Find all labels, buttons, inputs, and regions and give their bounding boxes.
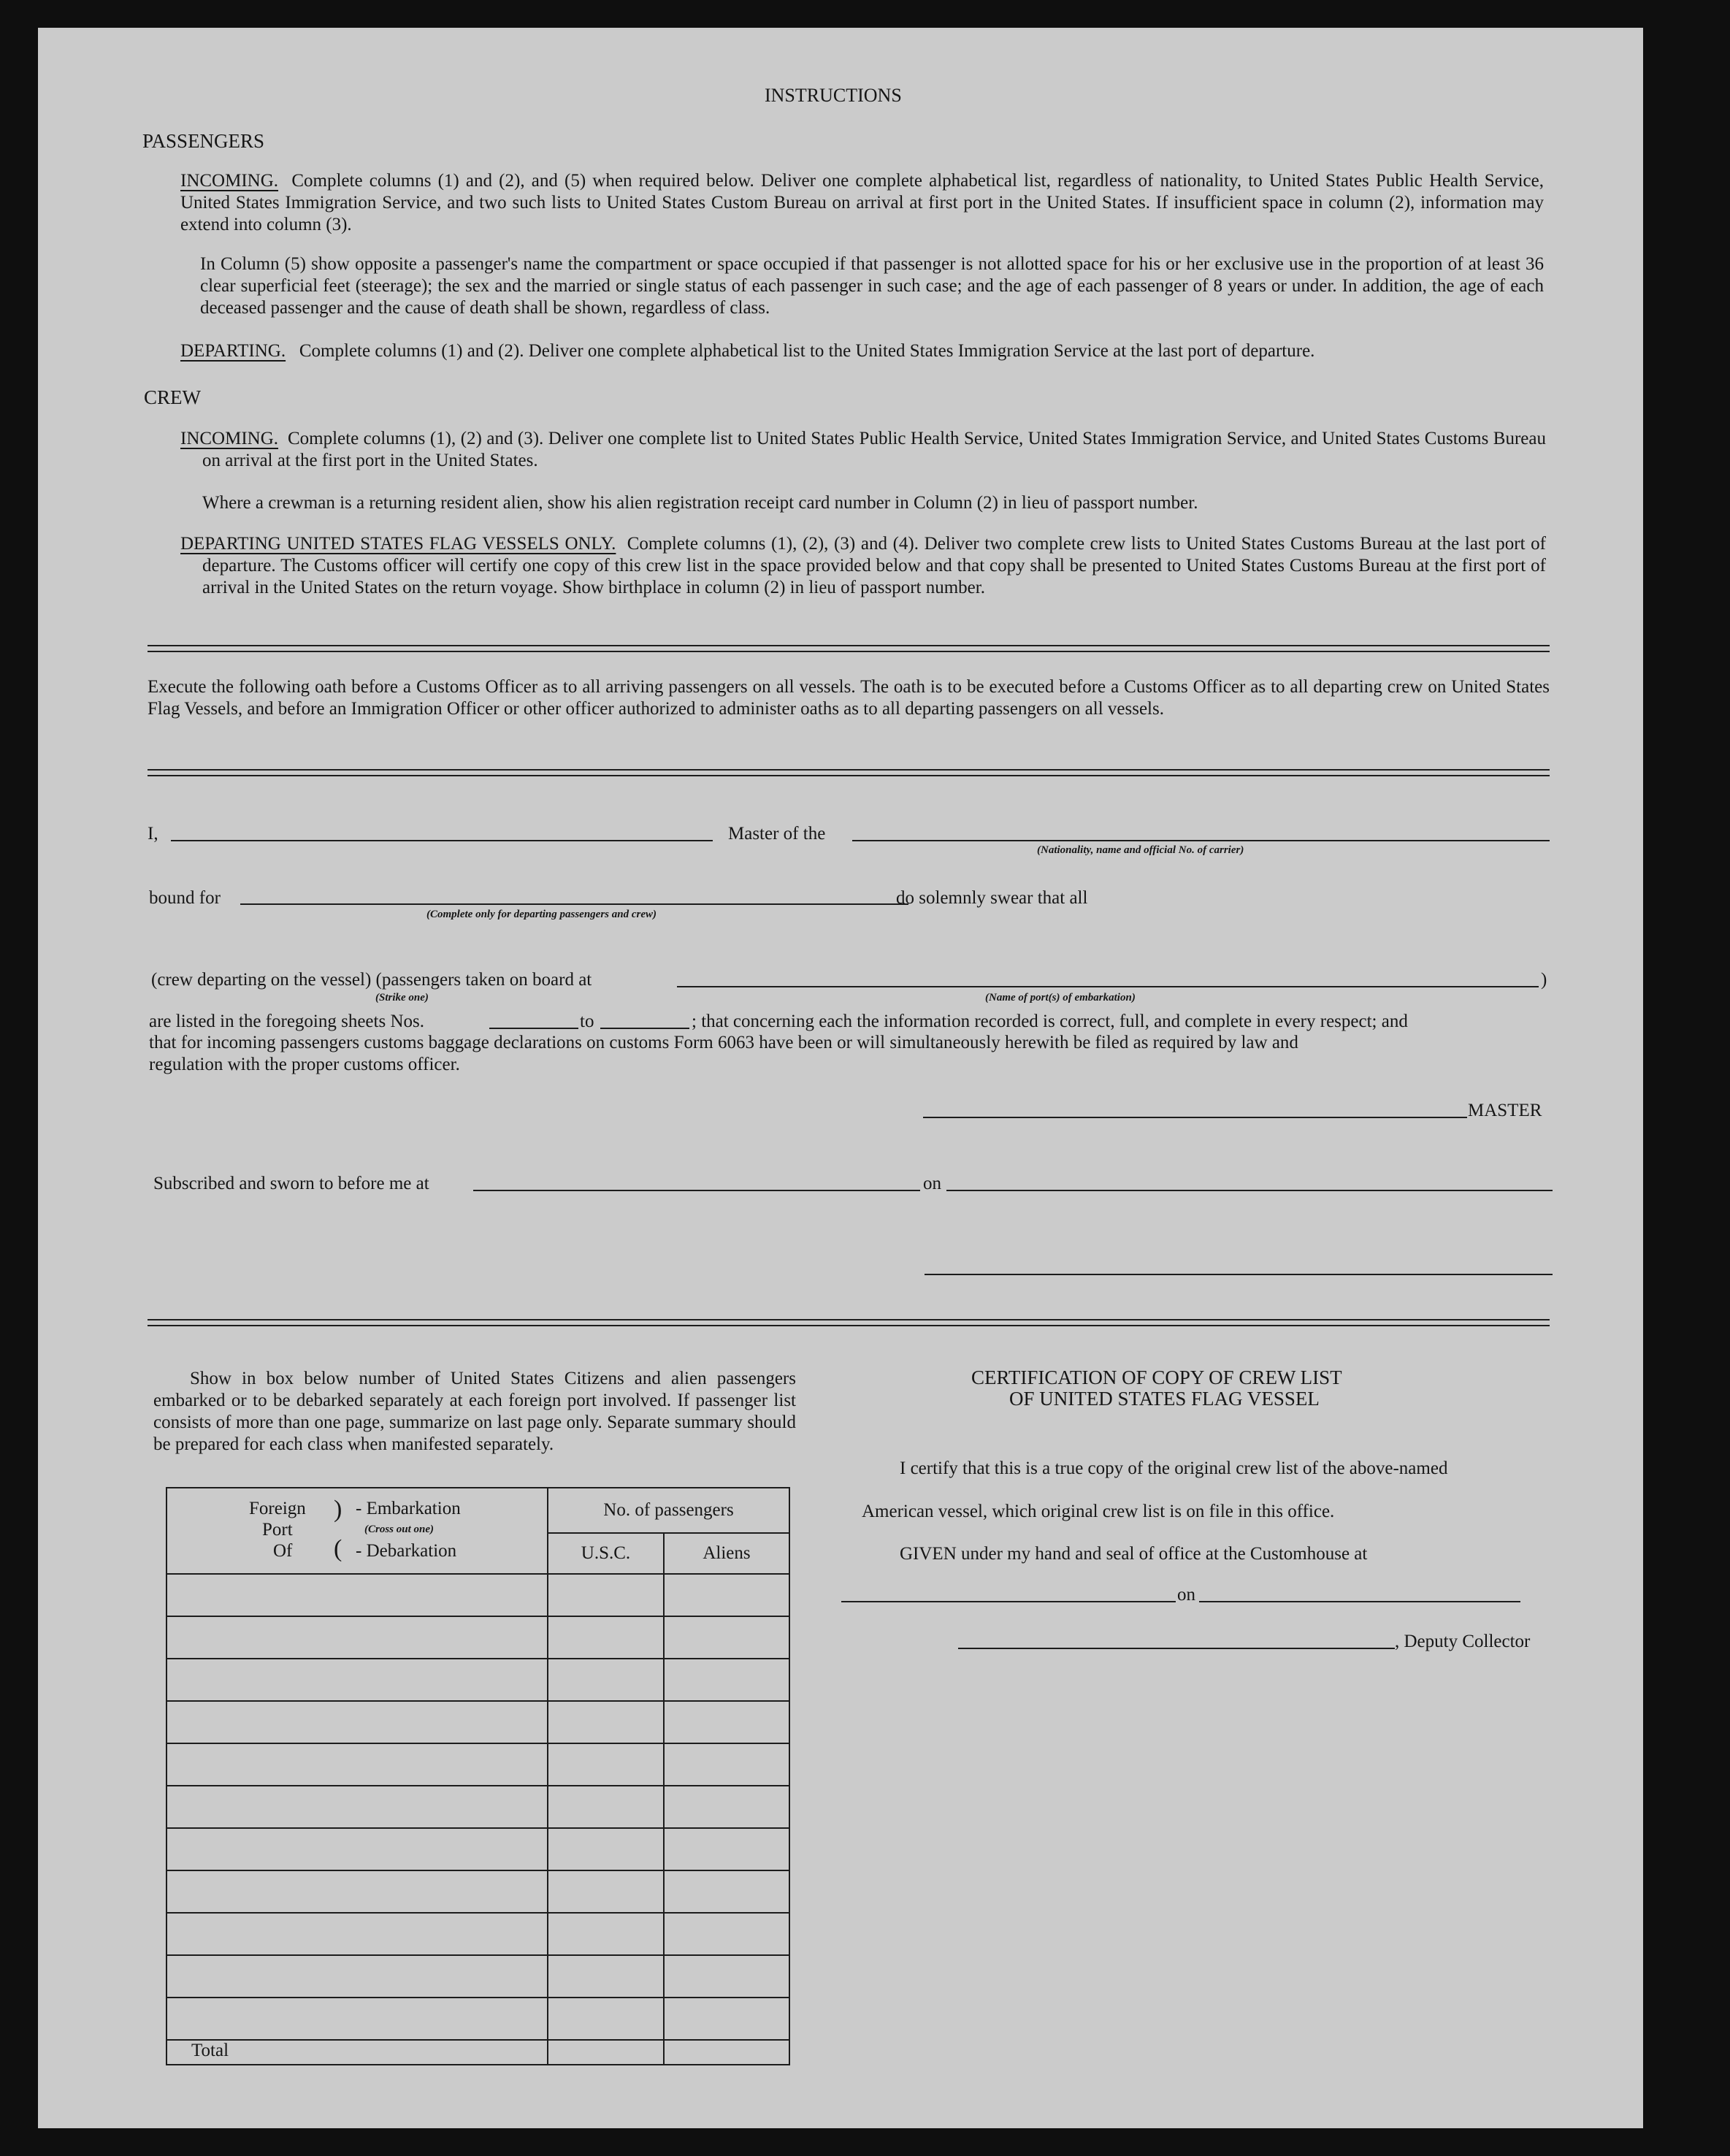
passengers-incoming-text: Complete columns (1) and (2), and (5) when required below. Deliver one complete alphabetical list, regardless of nationality, to United States Public Health Service, United States Immigration Service, and two such lists to United States Custom Bureau on arrival at first port in the United States. If insufficient space in column (2), information may extend into column (3). [180, 171, 1545, 234]
passengers-heading: PASSENGERS [142, 130, 265, 152]
brace-top: ) [334, 1496, 342, 1523]
summary-aliens-cell[interactable] [664, 1913, 789, 1955]
page-title: INSTRUCTIONS [765, 85, 902, 106]
summary-port-cell[interactable] [167, 1828, 548, 1870]
crew-departing-label: DEPARTING UNITED STATES FLAG VESSELS ONLY. [180, 534, 616, 554]
summary-aliens-cell[interactable] [664, 1870, 789, 1913]
total-label-cell [167, 2040, 548, 2065]
given-line: GIVEN under my hand and seal of office at the Customhouse at [900, 1544, 1368, 1564]
crew-departing-paragraph [180, 533, 1547, 599]
summary-usc-cell[interactable] [548, 1659, 664, 1701]
summary-row [167, 1870, 789, 1913]
ports-field[interactable] [677, 986, 1539, 987]
summary-port-cell[interactable] [167, 1870, 548, 1913]
summary-row [167, 1701, 789, 1743]
summary-usc-cell[interactable] [548, 1955, 664, 1998]
subscribed-text: Subscribed and sworn to before me at [153, 1174, 429, 1193]
officer-signature-field[interactable] [925, 1274, 1553, 1275]
summary-usc-cell[interactable] [548, 1786, 664, 1828]
deputy-signature-field[interactable] [958, 1648, 1395, 1649]
strike-one-caption: (Strike one) [375, 992, 429, 1004]
summary-aliens-cell[interactable] [664, 1659, 789, 1701]
summary-usc-cell[interactable] [548, 1574, 664, 1616]
summary-usc-cell[interactable] [548, 1616, 664, 1659]
summary-row [167, 1659, 789, 1701]
solemnly-swear-text: do solemnly swear that all [896, 888, 1088, 908]
passenger-summary-table [166, 1487, 790, 2065]
passengers-departing-paragraph [180, 340, 1546, 362]
passengers-incoming-label: INCOMING. [180, 171, 279, 191]
summary-aliens-cell[interactable] [664, 1955, 789, 1998]
certify-line-1: I certify that this is a true copy of the original crew list of the above-named [900, 1459, 1448, 1478]
ports-caption: (Name of port(s) of embarkation) [985, 992, 1136, 1004]
summary-row [167, 1786, 789, 1828]
summary-usc-cell[interactable] [548, 1870, 664, 1913]
crew-passengers-text: (crew departing on the vessel) (passengers taken on board at [151, 970, 592, 990]
summary-row [167, 1955, 789, 1998]
summary-port-cell[interactable] [167, 1743, 548, 1786]
crew-incoming-label: INCOMING. [180, 429, 279, 448]
summary-row [167, 1828, 789, 1870]
divider-2 [148, 769, 1550, 776]
of-label: Of [273, 1541, 293, 1561]
bound-for-label: bound for [149, 888, 221, 908]
master-name-field[interactable] [171, 840, 713, 841]
master-of-the-label: Master of the [728, 824, 826, 844]
summary-total-row [167, 2040, 789, 2065]
to-label: to [580, 1012, 594, 1031]
crew-departing-text: Complete columns (1), (2), (3) and (4). Deliver two complete crew lists to United States Customs Bureau at the last port of departure. The Customs officer will certify one copy of this crew list in the space provided below and that copy shall be presented to United States Customs Bureau at the first port of arrival in the United States on the return voyage. Show birthplace in column (2) in lieu of passport number. [202, 534, 1547, 597]
complete-only-caption: (Complete only for departing passengers and crew) [426, 909, 657, 920]
sheet-from-field[interactable] [489, 1028, 578, 1029]
certification-title-1: CERTIFICATION OF COPY OF CREW LIST [971, 1366, 1342, 1388]
sworn-on-label: on [923, 1174, 941, 1193]
summary-port-cell[interactable] [167, 1574, 548, 1616]
crew-resident-paragraph: Where a crewman is a returning resident alien, show his alien registration receipt card number in Column (2) in lieu of passport number. [202, 493, 1198, 513]
passengers-departing-label: DEPARTING. [180, 341, 286, 361]
master-signature-field[interactable] [923, 1117, 1467, 1118]
aliens-header: Aliens [664, 1533, 789, 1574]
summary-port-cell[interactable] [167, 1616, 548, 1659]
summary-usc-cell[interactable] [548, 1913, 664, 1955]
close-paren: ) [1541, 970, 1547, 990]
total-aliens-cell[interactable] [664, 2040, 789, 2065]
summary-row [167, 1616, 789, 1659]
summary-aliens-cell[interactable] [664, 1786, 789, 1828]
listed-in-text: are listed in the foregoing sheets Nos. [149, 1012, 424, 1031]
sworn-date-field[interactable] [946, 1190, 1553, 1191]
crew-heading: CREW [144, 386, 201, 408]
foreign-port-header-cell [167, 1488, 548, 1574]
summary-row [167, 1574, 789, 1616]
summary-row [167, 1998, 789, 2040]
no-of-passengers-header: No. of passengers [548, 1488, 789, 1533]
summary-usc-cell[interactable] [548, 1701, 664, 1743]
sheet-to-field[interactable] [600, 1028, 689, 1029]
summary-port-cell[interactable] [167, 1701, 548, 1743]
port-label: Port [262, 1520, 293, 1540]
summary-port-cell[interactable] [167, 1998, 548, 2040]
summary-aliens-cell[interactable] [664, 1828, 789, 1870]
summary-aliens-cell[interactable] [664, 1743, 789, 1786]
usc-header: U.S.C. [548, 1533, 664, 1574]
summary-instructions: Show in box below number of United States Citizens and alien passengers embarked or to be debarked separately at each foreign port involved. If passenger list consists of more than one page, summarize on last page only. Separate summary should be prepared for each class when manifested separately. [153, 1369, 796, 1454]
summary-usc-cell[interactable] [548, 1998, 664, 2040]
oath-i-label: I, [148, 824, 158, 844]
bound-for-field[interactable] [240, 903, 908, 905]
master-label: MASTER [1468, 1101, 1542, 1120]
summary-aliens-cell[interactable] [664, 1616, 789, 1659]
certification-date-field[interactable] [1199, 1601, 1520, 1602]
summary-aliens-cell[interactable] [664, 1998, 789, 2040]
summary-port-cell[interactable] [167, 1913, 548, 1955]
customhouse-field[interactable] [841, 1601, 1176, 1602]
passengers-departing-text: Complete columns (1) and (2). Deliver one complete alphabetical list to the United States Immigration Service at the last port of departure. [299, 341, 1315, 361]
divider-1 [148, 645, 1550, 652]
summary-port-cell[interactable] [167, 1786, 548, 1828]
passengers-column5-paragraph: In Column (5) show opposite a passenger's name the compartment or space occupied if that passenger is not allotted space for his or her exclusive use in the proportion of at least 36 clear superficial feet (steerage); the sex and the married or single status of each passenger in such case; and the age of each passenger of 8 years or under. In addition, the age of each deceased passenger and the cause of death shall be shown, regardless of class. [200, 254, 1544, 318]
carrier-field[interactable] [852, 840, 1550, 841]
sworn-place-field[interactable] [473, 1190, 920, 1191]
cross-out-caption: (Cross out one) [364, 1524, 435, 1535]
certification-title-2: OF UNITED STATES FLAG VESSEL [1009, 1388, 1320, 1410]
summary-row [167, 1743, 789, 1786]
oath-line-2: that for incoming passengers customs baggage declarations on customs Form 6063 have been or will simultaneously herewith be filed as required by law and [149, 1033, 1298, 1052]
debarkation-label: - Debarkation [356, 1541, 457, 1561]
oath-intro: Execute the following oath before a Customs Officer as to all arriving passengers on all vessels. The oath is to be executed before a Customs Officer as to all departing crew on United States Flag Vessels, and before an Immigration Officer or other officer authorized to administer oaths as to all departing passengers on all vessels. [148, 677, 1550, 719]
certify-line-2: American vessel, which original crew list is on file in this office. [862, 1502, 1335, 1521]
certification-on-label: on [1177, 1585, 1195, 1605]
foreign-label: Foreign [249, 1499, 306, 1518]
divider-3 [148, 1319, 1550, 1326]
summary-row [167, 1913, 789, 1955]
summary-aliens-cell[interactable] [664, 1701, 789, 1743]
deputy-collector-label: , Deputy Collector [1395, 1632, 1531, 1651]
summary-usc-cell[interactable] [548, 1828, 664, 1870]
summary-usc-cell[interactable] [548, 1743, 664, 1786]
summary-port-cell[interactable] [167, 1955, 548, 1998]
brace-bottom: ( [334, 1535, 342, 1562]
crew-incoming-text: Complete columns (1), (2) and (3). Deliver one complete list to United States Public Health Service, United States Immigration Service, and United States Customs Bureau on arrival at the first port in the United States. [202, 429, 1546, 470]
summary-port-cell[interactable] [167, 1659, 548, 1701]
listed-rest-text: ; that concerning each the information recorded is correct, full, and complete in every respect; and [692, 1012, 1408, 1031]
summary-aliens-cell[interactable] [664, 1574, 789, 1616]
passengers-incoming-paragraph [180, 170, 1544, 236]
oath-line-3: regulation with the proper customs officer. [149, 1055, 460, 1074]
nationality-caption: (Nationality, name and official No. of carrier) [1037, 844, 1244, 856]
embarkation-label: - Embarkation [356, 1499, 461, 1518]
total-label: Total [191, 2041, 229, 2060]
crew-incoming-paragraph [180, 428, 1546, 472]
manifest-instructions-page [38, 28, 1643, 2128]
total-usc-cell[interactable] [548, 2040, 664, 2065]
